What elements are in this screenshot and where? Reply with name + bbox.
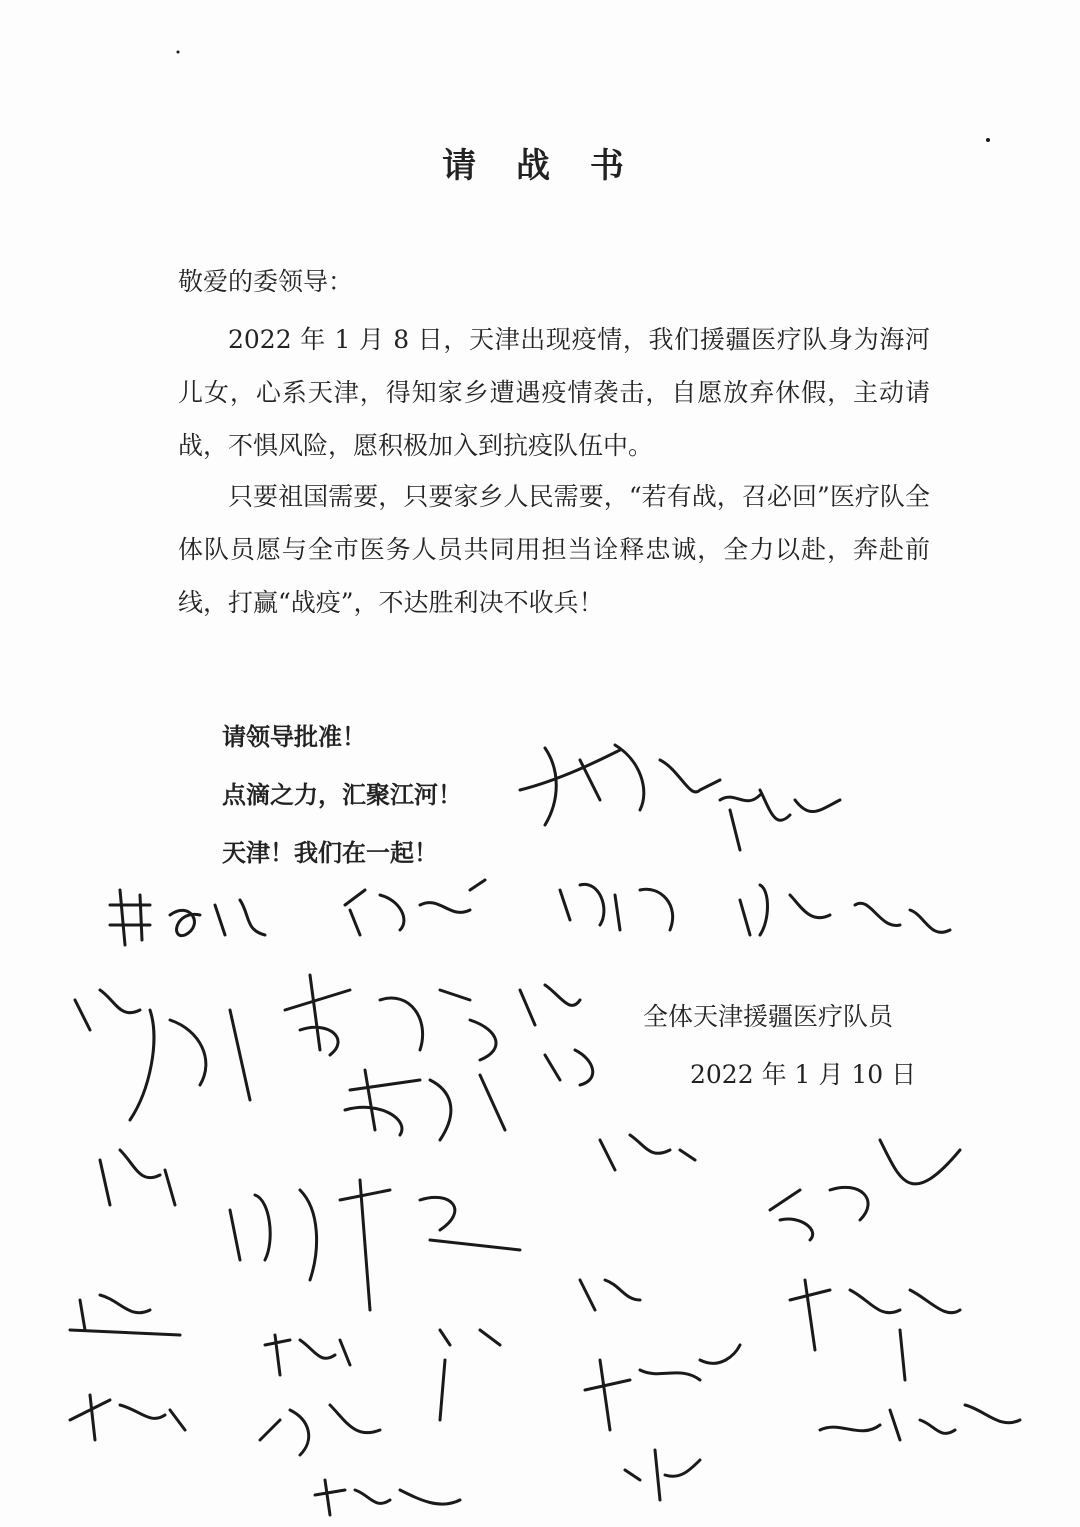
signature [440,1330,500,1420]
closing-line-2: 点滴之力，汇聚江河！ [222,781,462,809]
speck [177,51,180,54]
signature [520,745,720,825]
signature [345,1070,505,1140]
signature [315,1480,460,1515]
signature [70,1295,180,1335]
speck [986,138,990,142]
signature [100,1150,175,1205]
signature [740,885,950,935]
signature [285,975,496,1060]
signature [345,880,485,935]
paragraph-1: 2022 年 1 月 8 日，天津出现疫情，我们援疆医疗队身为海河儿女，心系天津，得知家乡遭遇疫情袭击，自愿放弃休假，主动请战，不惧风险，愿积极加入到抗疫队伍中。 [178,325,930,460]
document-title: 请 战 书 [442,146,638,186]
signature [600,1135,695,1170]
signature [265,1335,350,1375]
signature [260,1405,380,1455]
signature [75,990,250,1120]
signature [625,1450,700,1500]
signature [230,1180,520,1310]
signature-date: 2022 年 1 月 10 日 [690,1060,917,1089]
signature [820,1405,1020,1440]
signature [720,790,840,850]
closing-line-1: 请领导批准！ [222,723,366,751]
signatory: 全体天津援疆医疗队员 [643,1002,894,1031]
signature [585,1345,740,1430]
signature [790,1280,960,1380]
salutation: 敬爱的委领导： [178,267,354,296]
signature [560,884,673,930]
signature [580,1280,640,1310]
signature [520,985,593,1085]
signature [770,1140,960,1240]
paragraph-2: 只要祖国需要，只要家乡人民需要，“若有战，召必回”医疗队全体队员愿与全市医务人员共同用担当诠释忠诚，全力以赴，奔赴前线，打赢“战疫”，不达胜利决不收兵！ [178,482,930,617]
signature [70,1395,185,1440]
closing-line-3: 天津！我们在一起！ [222,839,438,867]
signature [110,890,265,945]
